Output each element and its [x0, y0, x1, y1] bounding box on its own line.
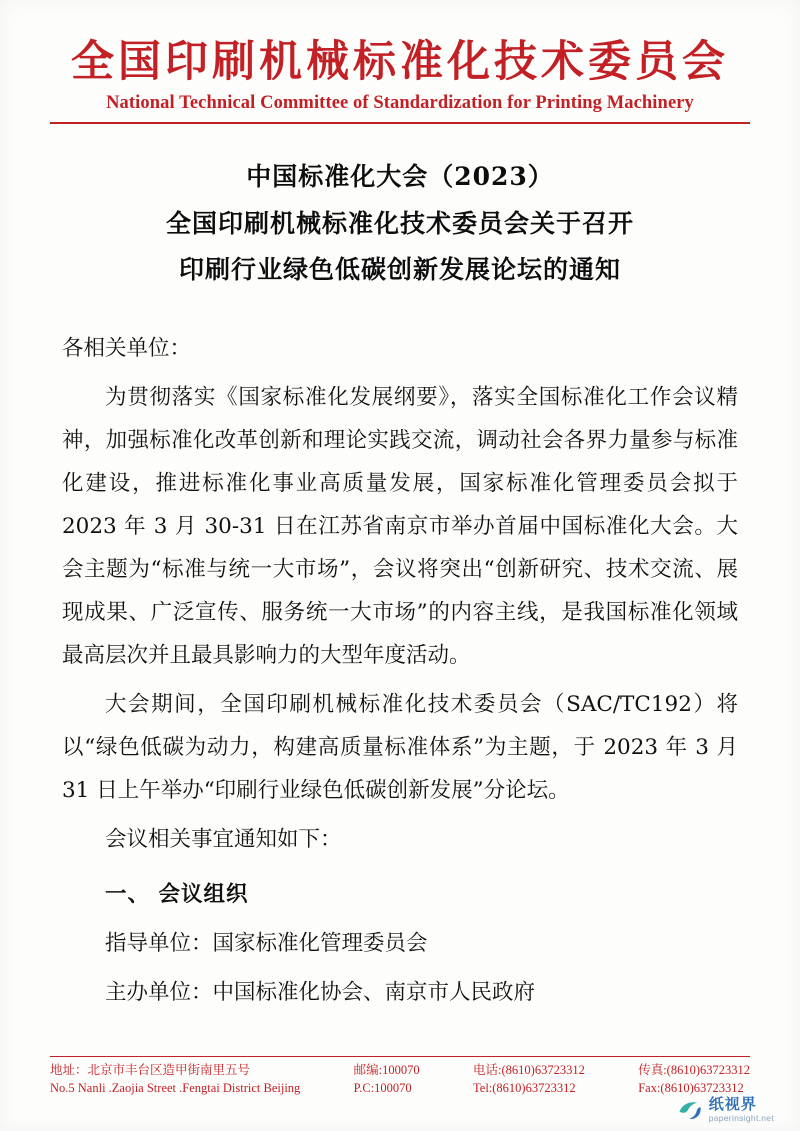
footer-address-en: No.5 Nanli .Zaojia Street .Fengtai District Beijing — [50, 1080, 301, 1095]
guidance-unit-line: 指导单位：国家标准化管理委员会 — [105, 931, 428, 957]
section-heading-meeting-organization: 一、 会议组织 — [105, 882, 249, 908]
footer-fax-cn: 传真:(8610)63723312 — [638, 1062, 750, 1077]
footer-fax-en: Fax:(8610)63723312 — [638, 1080, 744, 1095]
footer-address — [50, 1061, 300, 1097]
letterhead-divider — [50, 122, 750, 124]
watermark-name-cn: 纸视界 — [708, 1095, 757, 1114]
footer-fax — [638, 1061, 750, 1097]
document-footer — [0, 1056, 800, 1097]
host-unit-line: 主办单位：中国标准化协会、南京市人民政府 — [105, 980, 536, 1006]
title-line-1: 中国标准化大会（2023） — [246, 162, 554, 192]
letterhead — [0, 0, 800, 124]
title-line-3: 印刷行业绿色低碳创新发展论坛的通知 — [178, 254, 621, 284]
document-body — [62, 327, 738, 1014]
footer-divider — [50, 1056, 750, 1057]
paperinsight-logo-icon — [677, 1097, 703, 1123]
footer-zip-cn: 邮编:100070 — [353, 1062, 420, 1077]
footer-contact-grid — [50, 1061, 750, 1097]
footer-zip — [354, 1061, 420, 1097]
watermark-name-en: paperinsight.net — [708, 1113, 774, 1124]
document-title — [0, 154, 800, 293]
footer-telephone — [473, 1061, 585, 1097]
footer-zip-en: P.C:100070 — [353, 1080, 412, 1095]
paragraph-1: 为贯彻落实《国家标准化发展纲要》，落实全国标准化工作会议精神，加强标准化改革创新和理论实践交流，调动社会各界力量参与标准化建设，推进标准化事业高质量发展，国家标准化管理委员会拟于 2023 年 3 月 30-31 日在江苏省南京市举办首届中国标准化大会。大会主题为“标准与统一大市场”，会议将突出“创新研究、技术交流、展现成果、广泛宣传、服务统一大市场”的内容主线，是我国标准化领域最高层次并且最具影响力的大型年度活动。 — [62, 385, 738, 669]
paragraph-2: 大会期间，全国印刷机械标准化技术委员会（SAC/TC192）将以“绿色低碳为动力，构建高质量标准体系”为主题，于 2023 年 3 月 31 日上午举办“印刷行业绿色低碳创新发展”分论坛。 — [62, 692, 738, 804]
watermark-text — [709, 1097, 774, 1123]
paragraph-3: 会议相关事宜通知如下： — [105, 827, 342, 853]
watermark — [677, 1097, 774, 1123]
footer-tel-cn: 电话:(8610)63723312 — [473, 1062, 585, 1077]
footer-address-cn: 地址：北京市丰台区造甲街南里五号 — [50, 1062, 251, 1077]
title-line-2: 全国印刷机械标准化技术委员会关于召开 — [165, 208, 634, 238]
organization-name-en: National Technical Committee of Standardization for Printing Machinery — [106, 93, 694, 114]
footer-tel-en: Tel:(8610)63723312 — [473, 1080, 576, 1095]
salutation: 各相关单位： — [62, 336, 192, 362]
organization-name-cn: 全国印刷机械标准化技术委员会 — [71, 37, 729, 87]
